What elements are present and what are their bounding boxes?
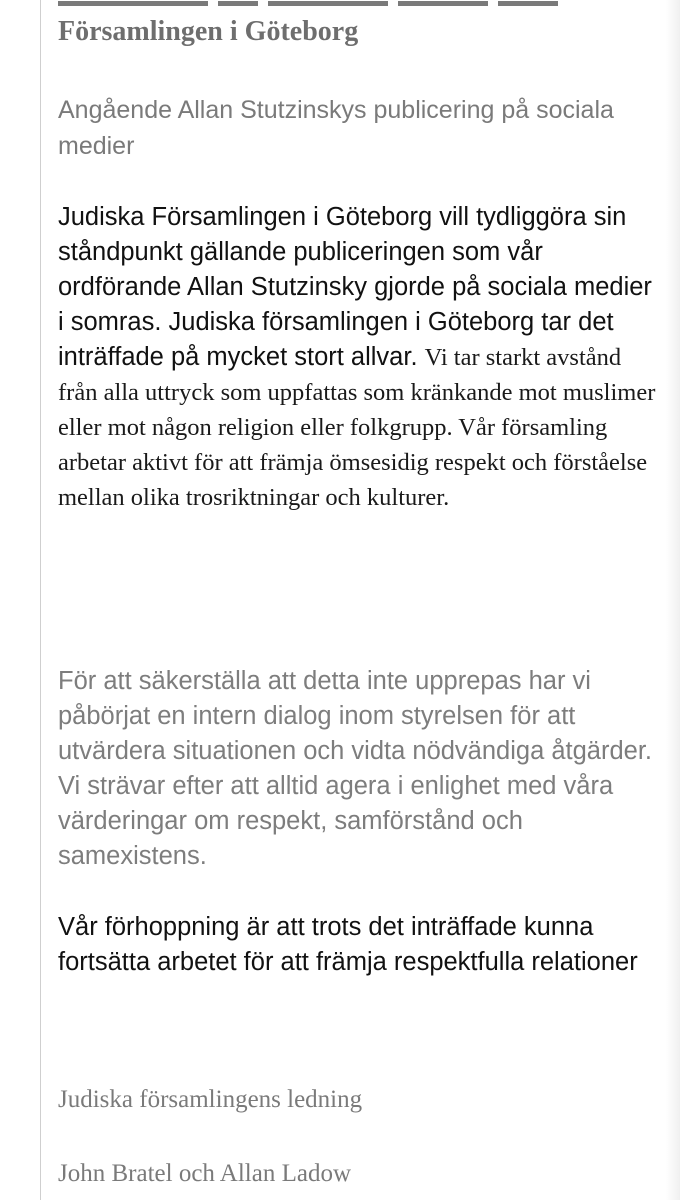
document-subtitle: Angående Allan Stutzinskys publicering på sociala medier (58, 96, 614, 160)
clipped-heading-line (58, 0, 618, 6)
right-edge-shade (666, 0, 680, 1200)
paragraph-statement-sans: Judiska Församlingen i Göteborg vill tydliggöra sin ståndpunkt gällande publiceringen som vår ordförande Allan Stutzinsky gjorde på sociala medier i somras. Judiska församlingen i Göteborg tar det inträffade på mycket stort allvar. (58, 203, 652, 371)
document-title: Församlingen i Göteborg (58, 16, 359, 47)
signature-organization: Judiska församlingens ledning (58, 1086, 363, 1113)
signature-names: John Bratel och Allan Ladow (58, 1160, 351, 1187)
paragraph-statement (58, 200, 663, 515)
paragraph-hope: Vår förhoppning är att trots det inträffade kunna fortsätta arbetet för att främja respektfulla relationer (58, 913, 638, 976)
paragraph-measures: För att säkerställa att detta inte upprepas har vi påbörjat en intern dialog inom styrelsen för att utvärdera situationen och vidta nödvändiga åtgärder. Vi strävar efter att alltid agera i enlighet med våra värderingar om respekt, samförstånd och samexistens. (58, 667, 652, 870)
left-margin-rule (40, 0, 41, 1200)
paragraph-statement-serif: Vi tar starkt avstånd från alla uttryck som uppfattas som kränkande mot muslimer eller mot någon religion eller folkgrupp. Vår församling arbetar aktivt för att främja ömsesidig respekt och förståelse mellan olika trosriktningar och kulturer. (58, 344, 656, 511)
